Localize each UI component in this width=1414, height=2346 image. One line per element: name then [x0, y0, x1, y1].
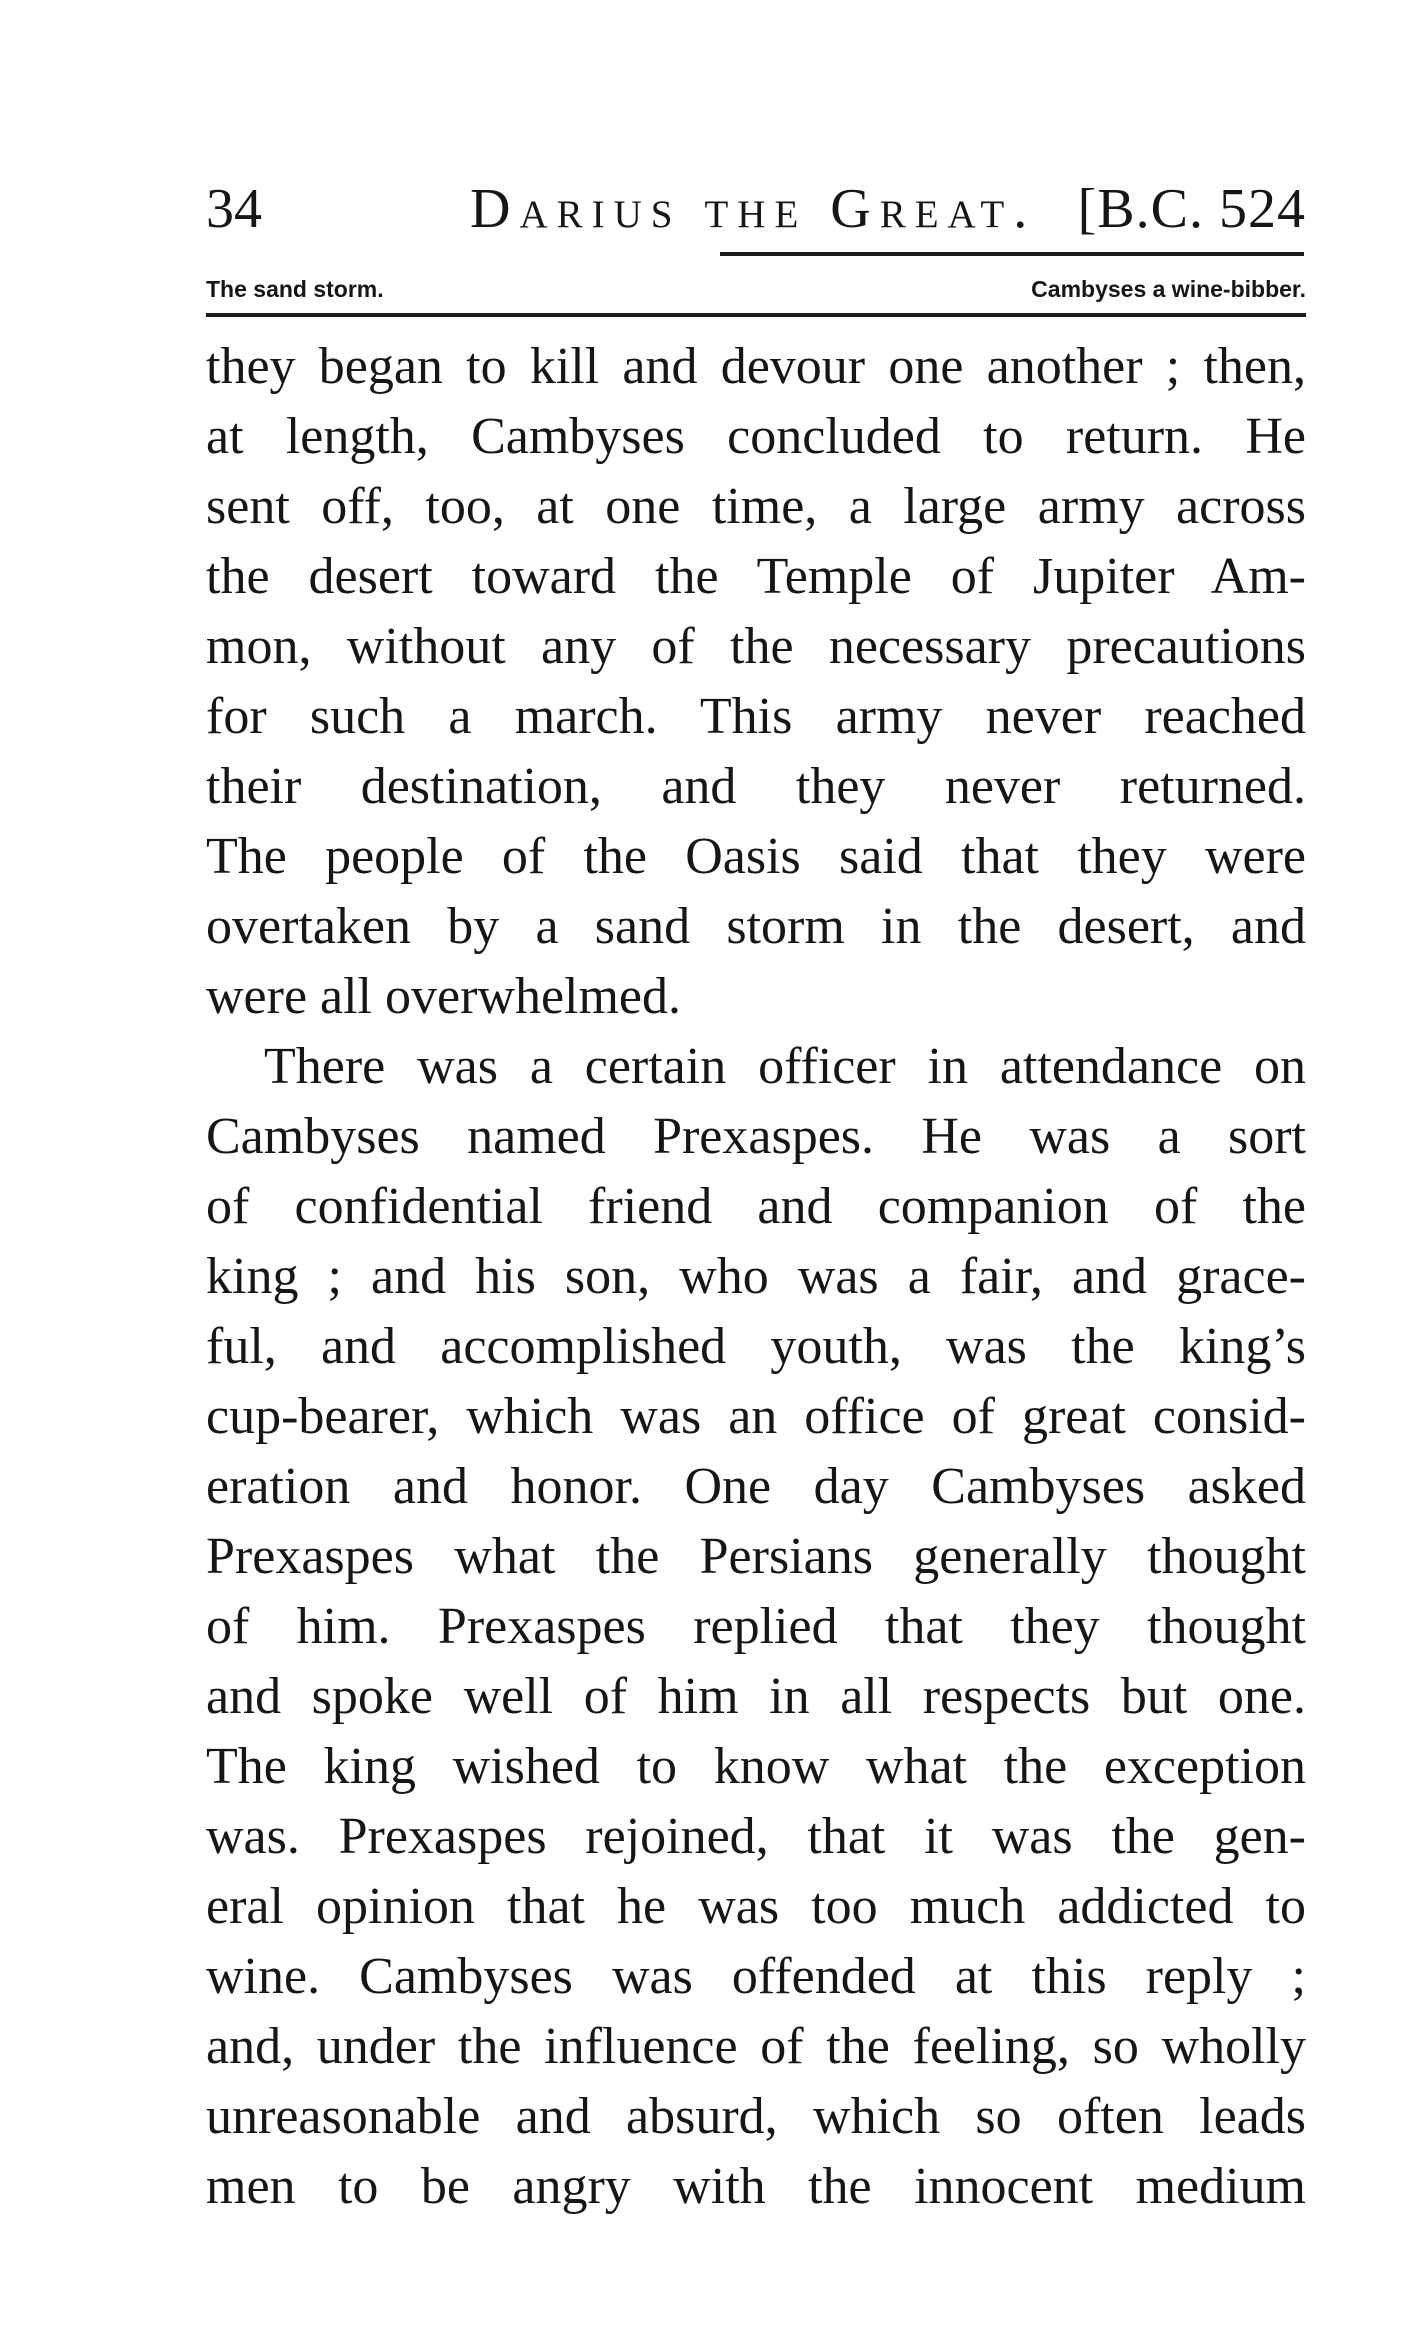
text-line: Prexaspes what the Persians generally thought — [206, 1528, 1306, 1585]
text-line: eral opinion that he was too much addicted to — [206, 1878, 1306, 1935]
text-line: at length, Cambyses concluded to return. He — [206, 408, 1306, 465]
text-line: overtaken by a sand storm in the desert, and — [206, 898, 1306, 955]
text-line: the desert toward the Temple of Jupiter Am- — [206, 548, 1306, 605]
paragraph-2 — [206, 1032, 1306, 2222]
paragraph-1 — [206, 332, 1306, 1032]
text-line: their destination, and they never returned. — [206, 758, 1306, 815]
text-line: mon, without any of the necessary precautions — [206, 618, 1306, 675]
text-line: There was a certain officer in attendance on — [264, 1038, 1306, 1095]
text-line: were all overwhelmed. — [206, 968, 682, 1025]
text-line: was. Prexaspes rejoined, that it was the gen- — [206, 1808, 1306, 1865]
text-line: and spoke well of him in all respects but one. — [206, 1668, 1306, 1725]
text-line: men to be angry with the innocent medium — [206, 2158, 1306, 2215]
text-line: Cambyses named Prexaspes. He was a sort — [206, 1108, 1306, 1165]
date-reference: [B.C. 524 — [1077, 178, 1306, 240]
text-line: of him. Prexaspes replied that they thought — [206, 1598, 1306, 1655]
running-head — [206, 168, 1306, 250]
text-line: eration and honor. One day Cambyses asked — [206, 1458, 1306, 1515]
text-line: The people of the Oasis said that they were — [206, 828, 1306, 885]
text-line: for such a march. This army never reached — [206, 688, 1306, 745]
book-title: Darius the Great. — [470, 178, 1037, 240]
text-line: sent off, too, at one time, a large army across — [206, 478, 1306, 535]
body-text — [206, 332, 1306, 2222]
text-line: of confidential friend and companion of the — [206, 1178, 1306, 1235]
text-line: cup-bearer, which was an office of great consid- — [206, 1388, 1306, 1445]
header-bottom-rule — [206, 313, 1306, 317]
subheading-left: The sand storm. — [206, 276, 384, 302]
header-top-rule — [720, 252, 1304, 256]
text-line: The king wished to know what the exception — [206, 1738, 1306, 1795]
subheading-right: Cambyses a wine-bibber. — [1031, 276, 1306, 302]
text-line: and, under the influence of the feeling, so wholly — [206, 2018, 1306, 2075]
page-subheading — [206, 270, 1306, 308]
text-line: they began to kill and devour one another ; then, — [206, 338, 1306, 395]
text-line: wine. Cambyses was offended at this reply ; — [206, 1948, 1306, 2005]
text-line: unreasonable and absurd, which so often leads — [206, 2088, 1306, 2145]
text-line: ful, and accomplished youth, was the king’s — [206, 1318, 1306, 1375]
text-line: king ; and his son, who was a fair, and grace- — [206, 1248, 1306, 1305]
page-number: 34 — [206, 178, 262, 240]
